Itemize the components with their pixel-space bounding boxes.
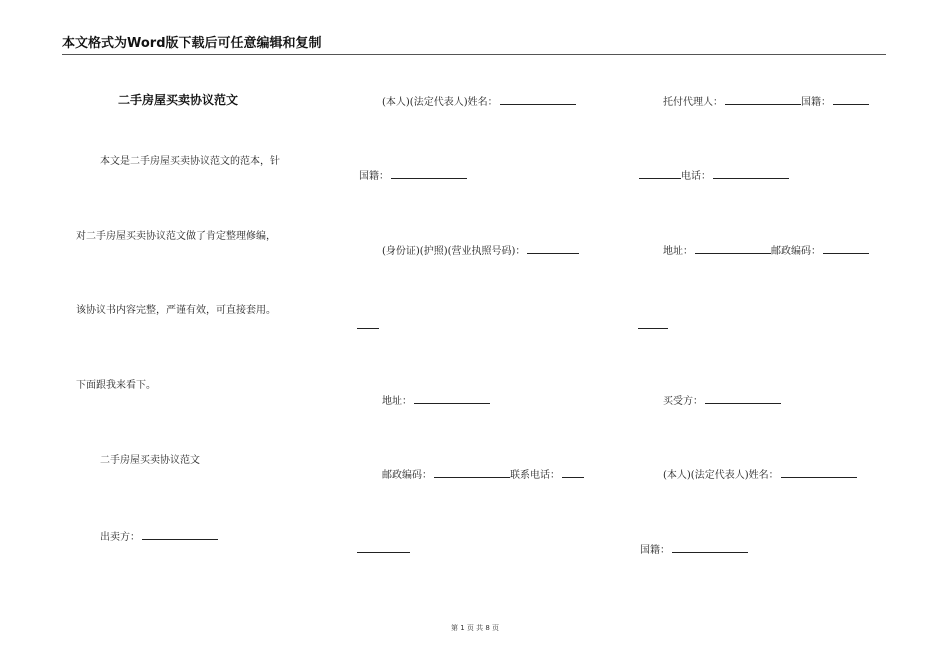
agent-address-label: 地址： bbox=[663, 246, 693, 257]
seller-address-label: 地址： bbox=[382, 396, 412, 407]
seller-name-field bbox=[382, 94, 576, 109]
agent-blank bbox=[725, 94, 801, 105]
seller-address-blank bbox=[414, 393, 490, 404]
buyer-label: 买受方： bbox=[663, 396, 703, 407]
agent-postcode-blank bbox=[823, 243, 869, 254]
agent-nationality-blank-continued bbox=[639, 168, 681, 179]
agent-phone-label: 电话： bbox=[681, 171, 711, 182]
seller-id-blank bbox=[527, 243, 579, 254]
page-header bbox=[62, 36, 886, 55]
seller-postcode-field bbox=[382, 467, 584, 482]
agent-nationality-blank bbox=[833, 94, 869, 105]
seller-id-continuation bbox=[357, 318, 379, 333]
seller-label: 出卖方： bbox=[100, 532, 140, 543]
seller-address-field bbox=[382, 393, 490, 408]
buyer-nationality-blank bbox=[672, 542, 748, 553]
agent-address-field bbox=[663, 243, 869, 258]
buyer-name-label: (本人)(法定代表人)姓名： bbox=[663, 470, 779, 481]
buyer-blank bbox=[705, 393, 781, 404]
seller-nationality-label: 国籍： bbox=[359, 171, 389, 182]
seller-name-blank bbox=[500, 94, 576, 105]
agent-postcode-blank-continued bbox=[638, 318, 668, 329]
document-title: 二手房屋买卖协议范文 bbox=[118, 93, 239, 107]
agent-postcode-label: 邮政编码： bbox=[771, 246, 821, 257]
page-footer: 第 1 页 共 8 页 bbox=[450, 624, 500, 632]
agent-nationality-label: 国籍： bbox=[801, 97, 831, 108]
seller-phone-blank-continued bbox=[357, 542, 410, 553]
buyer-nationality-field bbox=[640, 542, 748, 557]
seller-id-blank-continued bbox=[357, 318, 379, 329]
intro-line-1: 本文是二手房屋买卖协议范文的范本，针 bbox=[100, 156, 280, 167]
header-text: 本文格式为Word版下载后可任意编辑和复制 bbox=[62, 36, 322, 51]
seller-phone-continuation bbox=[357, 542, 410, 557]
seller-id-label: (身份证)(护照)(营业执照号码)： bbox=[382, 246, 526, 257]
agent-phone-blank bbox=[713, 168, 789, 179]
seller-postcode-blank bbox=[434, 467, 510, 478]
agent-address-blank bbox=[695, 243, 771, 254]
intro-line-2: 对二手房屋买卖协议范文做了肯定整理修编， bbox=[76, 231, 276, 242]
seller-postcode-label: 邮政编码： bbox=[382, 470, 432, 481]
buyer-nationality-label: 国籍： bbox=[640, 545, 670, 556]
seller-phone-label: 联系电话： bbox=[510, 470, 560, 481]
intro-line-3: 该协议书内容完整，严谨有效，可直接套用。 bbox=[76, 305, 276, 316]
seller-blank bbox=[142, 529, 218, 540]
agent-postcode-continuation bbox=[638, 318, 668, 333]
seller-id-field bbox=[382, 243, 579, 258]
seller-field bbox=[100, 529, 218, 544]
buyer-field bbox=[663, 393, 781, 408]
buyer-name-blank bbox=[781, 467, 857, 478]
subtitle: 二手房屋买卖协议范文 bbox=[100, 455, 200, 466]
buyer-name-field bbox=[663, 467, 857, 482]
agent-phone-field bbox=[639, 168, 789, 183]
seller-nationality-field bbox=[359, 168, 467, 183]
seller-nationality-blank bbox=[391, 168, 467, 179]
agent-label: 托付代理人： bbox=[663, 97, 723, 108]
seller-phone-blank bbox=[562, 467, 584, 478]
agent-field bbox=[663, 94, 869, 109]
seller-name-label: (本人)(法定代表人)姓名： bbox=[382, 97, 498, 108]
intro-line-4: 下面跟我来看下。 bbox=[76, 380, 156, 391]
